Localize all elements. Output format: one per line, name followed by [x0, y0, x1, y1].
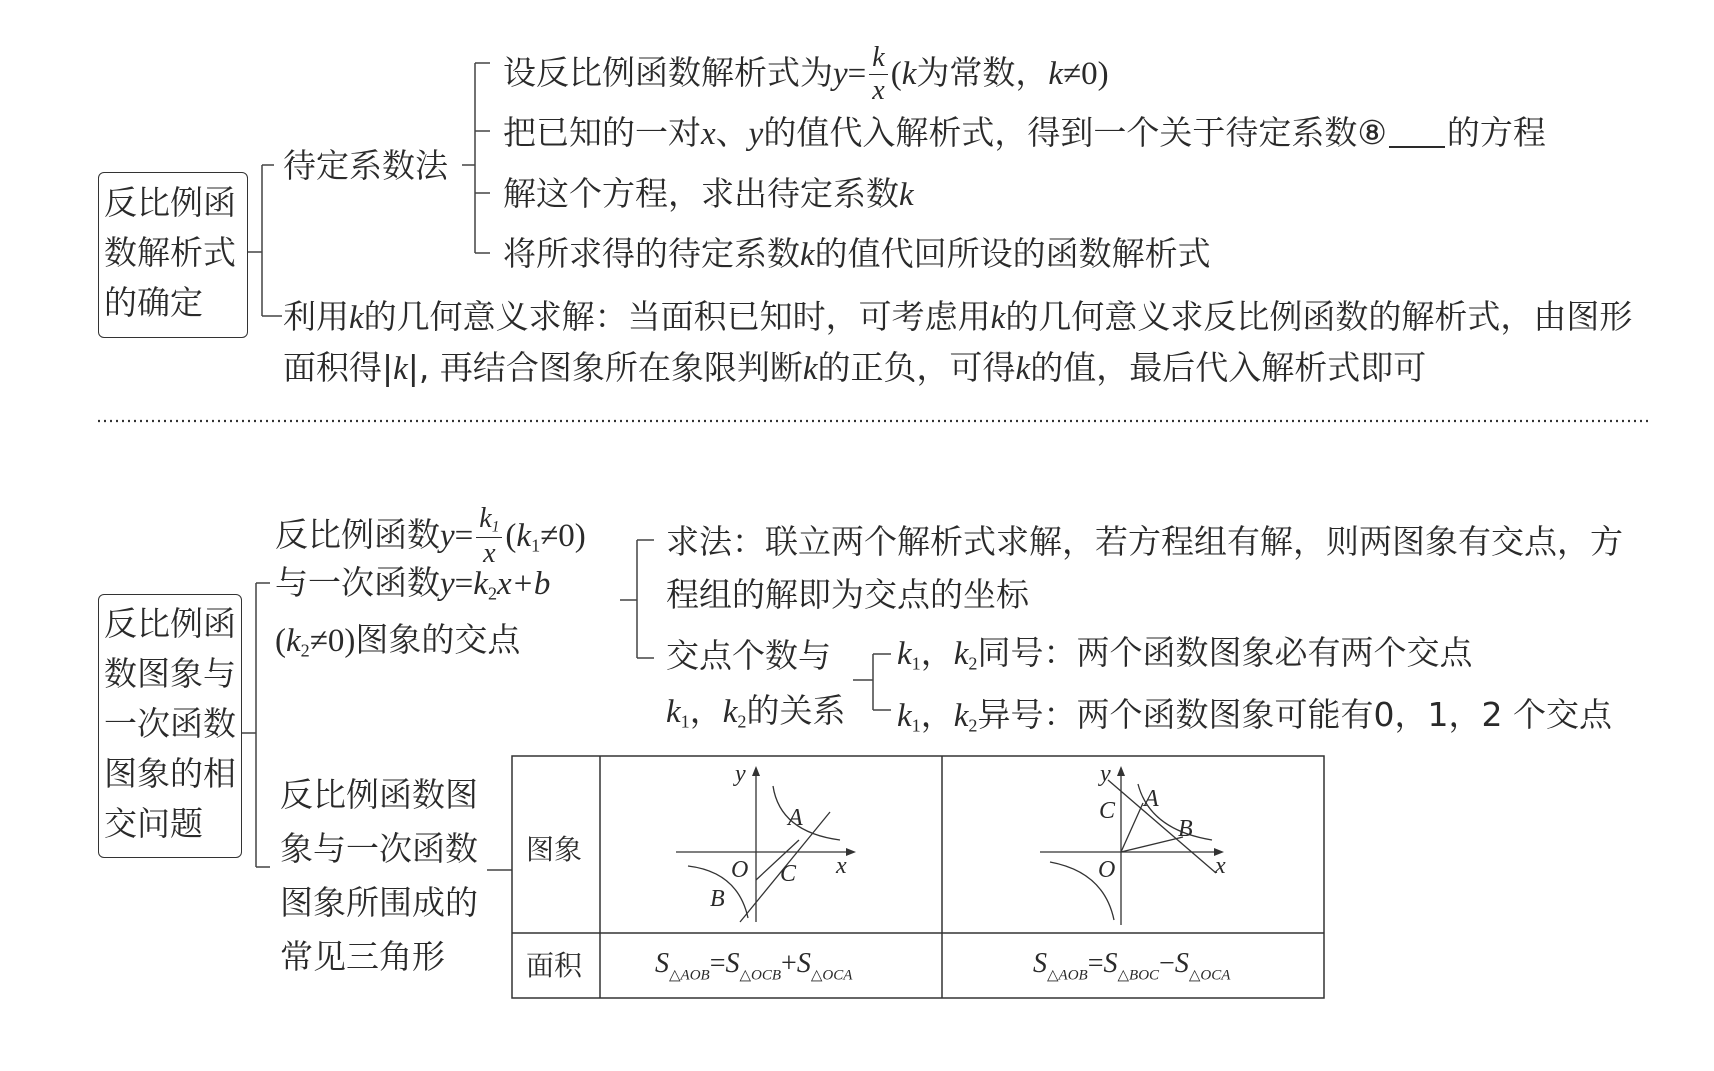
- section2-title-line: 图象的相: [104, 754, 236, 793]
- geometric-method-line1: 利用k的几何意义求解：当面积已知时，可考虑用k的几何意义求反比例函数的解析式，由图形: [283, 297, 1633, 336]
- solve-method-line2: 程组的解即为交点的坐标: [666, 575, 1029, 614]
- section1-title-line: 的确定: [104, 283, 203, 322]
- table-header-area: 面积: [526, 949, 583, 982]
- section2-title-line: 一次函数: [104, 704, 236, 743]
- graph2: [1040, 766, 1224, 925]
- geometric-method-line2: 面积得|k|, 再结合图象所在象限判断k的正负，可得k的值，最后代入解析式即可: [283, 348, 1427, 387]
- step-1: 设反比例函数解析式为y= $\frac{k}{x}$ (k为常数，k≠0): [503, 42, 1109, 106]
- section2-title-line: 反比例函: [104, 604, 236, 643]
- section2-title-line: 数图象与: [104, 654, 236, 693]
- intersection-line1: 反比例函数y= $\frac{k_1}{x}$ $(k_1\ne 0)$: [275, 503, 586, 570]
- fraction-k-over-x: $\frac{k}{x}$: [869, 44, 887, 105]
- triangle-label: [280, 768, 478, 984]
- fill-in-blank: [1389, 146, 1445, 148]
- graph1-y-label: y: [735, 761, 746, 787]
- brace-section2-count: [853, 654, 891, 710]
- area-formula-2: $S_{\triangle AOB}=S_{\triangle BOC}-S_{\triangle OCA}$: [1033, 948, 1231, 984]
- intersection-line2: 与一次函数$y=k_2x+b$: [275, 563, 551, 604]
- graph2-c-label: C: [1099, 798, 1116, 824]
- graph1-x-label: x: [836, 853, 847, 879]
- triangle-label-line: 象与一次函数: [280, 829, 478, 868]
- brace-section2-intersection: [620, 540, 654, 658]
- triangle-label-line: 常见三角形: [280, 937, 445, 976]
- graph1-c-label: C: [780, 861, 797, 887]
- graph2-y-label: y: [1100, 761, 1111, 787]
- solve-method-line1: 求法：联立两个解析式求解，若方程组有解，则两图象有交点，方: [666, 522, 1623, 561]
- section1-title-line: 反比例函: [104, 183, 236, 222]
- count-label-line2: $k_1$，$k_2$的关系: [666, 691, 846, 732]
- graph1-a-label: A: [788, 805, 803, 831]
- count-diff-sign: $k_1$，$k_2$异号：两个函数图象可能有0，1，2 个交点: [897, 695, 1612, 736]
- brace-section1-steps: [462, 63, 490, 253]
- step-2: 把已知的一对x、y的值代入解析式，得到一个关于待定系数⑧ 的方程: [503, 113, 1546, 152]
- graph1-labels: [710, 761, 847, 912]
- step-4: 将所求得的待定系数k的值代回所设的函数解析式: [503, 234, 1211, 273]
- graph1-b-label: B: [710, 886, 725, 912]
- section1-title-line: 数解析式: [104, 233, 236, 272]
- section1-title: [104, 178, 236, 328]
- table-header-graph: 图象: [526, 833, 583, 866]
- triangle-label-line: 图象所围成的: [280, 883, 478, 922]
- brace-section1-main: [248, 165, 282, 316]
- graph2-b-label: B: [1178, 816, 1193, 842]
- count-same-sign: $k_1$，$k_2$同号：两个函数图象必有两个交点: [897, 633, 1473, 674]
- graph2-x-label: x: [1215, 853, 1226, 879]
- step-3: 解这个方程，求出待定系数k: [503, 174, 914, 213]
- graph2-o-label: O: [1098, 857, 1116, 883]
- fraction-k1-over-x: $\frac{k_1}{x}$: [476, 505, 502, 568]
- area-formula-1: $S_{\triangle AOB}=S_{\triangle OCB}+S_{\triangle OCA}$: [655, 948, 853, 984]
- section2-title-line: 交问题: [104, 804, 203, 843]
- section2-title: [104, 599, 236, 849]
- graph1: [676, 766, 856, 922]
- intersection-line3: $(k_2\ne 0)$图象的交点: [275, 620, 521, 661]
- count-label-line1: 交点个数与: [666, 636, 831, 675]
- graph2-a-label: A: [1144, 786, 1159, 812]
- triangle-label-line: 反比例函数图: [280, 775, 478, 814]
- graph1-o-label: O: [731, 857, 749, 883]
- method-label: 待定系数法: [283, 146, 448, 185]
- brace-section2-main: [242, 583, 270, 867]
